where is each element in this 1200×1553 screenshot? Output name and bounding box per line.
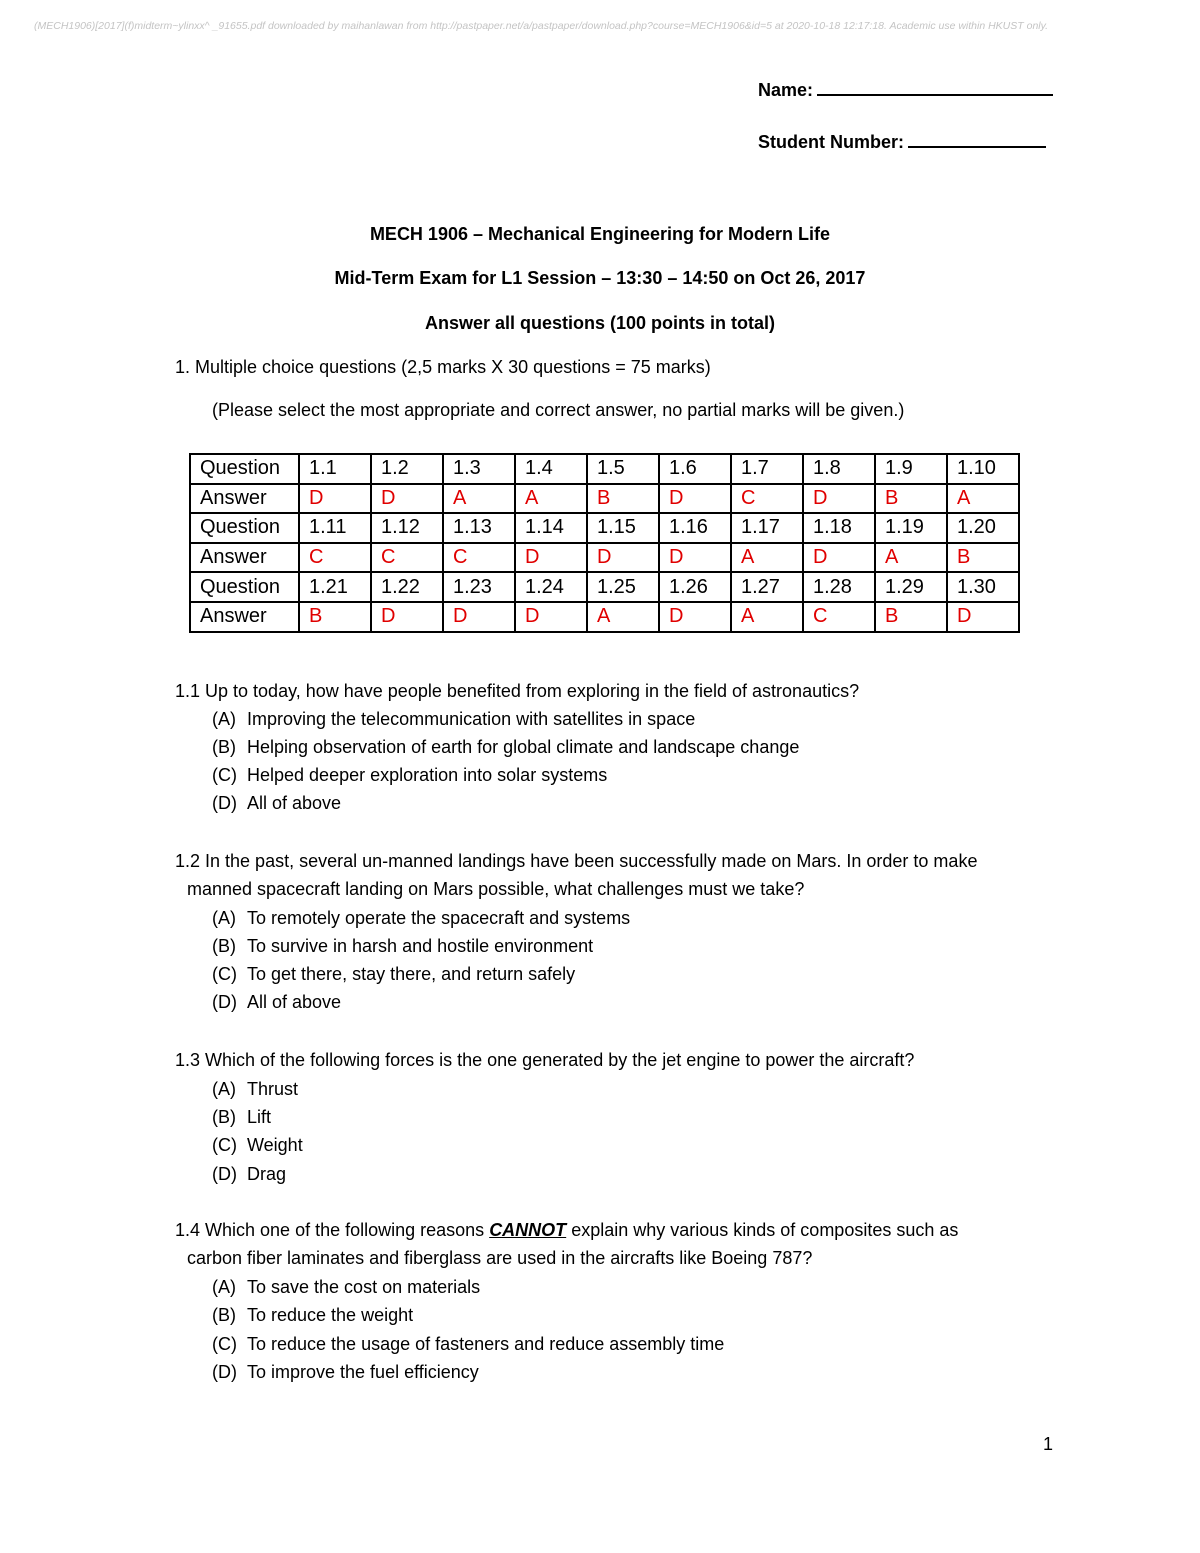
answer-cell: A — [587, 602, 659, 632]
question-number-cell: 1.16 — [659, 513, 731, 543]
question-number-cell: 1.10 — [947, 454, 1019, 484]
option: (D) All of above — [212, 793, 342, 813]
question-row-header: Question — [190, 513, 299, 543]
question-number-cell: 1.6 — [659, 454, 731, 484]
student-number-blank-line — [908, 128, 1046, 148]
answer-cell: A — [443, 484, 515, 514]
question-1-4: 1.4 Which one of the following reasons CANNOT explain why various kinds of composites such as — [175, 1220, 959, 1240]
answer-cell: D — [587, 543, 659, 573]
download-watermark: (MECH1906)[2017](f)midterm~ylinxx^ _91655.pdf downloaded by maihanlawan from http://pastpaper.net/a/pastpaper/download.php?course=MECH1906&id=5 at 2020-10-18 12:17:18. Academic use within HKUST only. — [34, 20, 1048, 32]
answer-cell: D — [515, 543, 587, 573]
question-number-cell: 1.4 — [515, 454, 587, 484]
option: (D) Drag — [212, 1164, 287, 1184]
answer-cell: B — [875, 602, 947, 632]
answer-row-header: Answer — [190, 602, 299, 632]
question-number-cell: 1.24 — [515, 572, 587, 602]
question-1-2-cont: manned spacecraft landing on Mars possible, what challenges must we take? — [187, 879, 805, 899]
name-blank-line — [817, 76, 1053, 96]
answer-cell: C — [803, 602, 875, 632]
answer-cell: C — [731, 484, 803, 514]
answer-cell: B — [587, 484, 659, 514]
answer-cell: A — [731, 543, 803, 573]
question-number-cell: 1.27 — [731, 572, 803, 602]
answer-cell: D — [659, 543, 731, 573]
question-number-cell: 1.8 — [803, 454, 875, 484]
section-heading: 1. Multiple choice questions (2,5 marks X 30 questions = 75 marks) — [175, 357, 711, 377]
answer-cell: D — [299, 484, 371, 514]
question-number-cell: 1.20 — [947, 513, 1019, 543]
question-1-4-cont: carbon fiber laminates and fiberglass are used in the aircrafts like Boeing 787? — [187, 1248, 813, 1268]
question-number-cell: 1.15 — [587, 513, 659, 543]
answer-row — [190, 602, 1019, 632]
answer-cell: D — [947, 602, 1019, 632]
answer-cell: A — [731, 602, 803, 632]
option: (A) To save the cost on materials — [212, 1277, 481, 1297]
question-number-cell: 1.1 — [299, 454, 371, 484]
question-number-cell: 1.21 — [299, 572, 371, 602]
option: (A) Thrust — [212, 1079, 299, 1099]
answer-cell: D — [659, 484, 731, 514]
option: (C) Helped deeper exploration into solar systems — [212, 765, 608, 785]
question-1-2: 1.2 In the past, several un-manned landings have been successfully made on Mars. In order to make — [175, 851, 978, 871]
answer-cell: D — [803, 543, 875, 573]
answer-cell: D — [803, 484, 875, 514]
option: (B) To reduce the weight — [212, 1305, 414, 1325]
session-title: Mid-Term Exam for L1 Session – 13:30 – 14:50 on Oct 26, 2017 — [334, 268, 866, 288]
course-title: MECH 1906 – Mechanical Engineering for Modern Life — [369, 224, 831, 244]
question-row — [190, 454, 1019, 484]
question-1-1: 1.1 Up to today, how have people benefited from exploring in the field of astronautics? — [175, 681, 860, 701]
answer-cell: B — [947, 543, 1019, 573]
question-number-cell: 1.3 — [443, 454, 515, 484]
answer-cell: D — [371, 484, 443, 514]
answer-cell: C — [443, 543, 515, 573]
answer-cell: A — [875, 543, 947, 573]
answer-table — [189, 453, 1020, 633]
answer-cell: C — [371, 543, 443, 573]
question-number-cell: 1.13 — [443, 513, 515, 543]
option: (B) To survive in harsh and hostile environment — [212, 936, 594, 956]
page-number: 1 — [1043, 1434, 1054, 1454]
question-number-cell: 1.25 — [587, 572, 659, 602]
option: (C) To reduce the usage of fasteners and reduce assembly time — [212, 1334, 725, 1354]
question-number-cell: 1.22 — [371, 572, 443, 602]
option: (D) To improve the fuel efficiency — [212, 1362, 479, 1382]
question-number-cell: 1.23 — [443, 572, 515, 602]
question-number-cell: 1.17 — [731, 513, 803, 543]
question-number-cell: 1.11 — [299, 513, 371, 543]
option: (A) To remotely operate the spacecraft and systems — [212, 908, 631, 928]
question-number-cell: 1.12 — [371, 513, 443, 543]
answer-cell: A — [515, 484, 587, 514]
question-row-header: Question — [190, 454, 299, 484]
question-number-cell: 1.28 — [803, 572, 875, 602]
question-number-cell: 1.5 — [587, 454, 659, 484]
question-row — [190, 513, 1019, 543]
question-number-cell: 1.9 — [875, 454, 947, 484]
answer-cell: D — [443, 602, 515, 632]
question-row — [190, 572, 1019, 602]
answer-cell: A — [947, 484, 1019, 514]
question-1-3: 1.3 Which of the following forces is the one generated by the jet engine to power the aircraft? — [175, 1050, 915, 1070]
answer-row-header: Answer — [190, 484, 299, 514]
question-number-cell: 1.7 — [731, 454, 803, 484]
emphasis-cannot: CANNOT — [489, 1220, 567, 1240]
answer-row-header: Answer — [190, 543, 299, 573]
option: (A) Improving the telecommunication with satellites in space — [212, 709, 696, 729]
student-number-label: Student Number: — [758, 132, 904, 152]
name-field — [758, 76, 1053, 101]
question-number-cell: 1.30 — [947, 572, 1019, 602]
option: (B) Lift — [212, 1107, 272, 1127]
question-number-cell: 1.14 — [515, 513, 587, 543]
answer-cell: D — [371, 602, 443, 632]
answer-cell: B — [875, 484, 947, 514]
answer-row — [190, 543, 1019, 573]
answer-cell: C — [299, 543, 371, 573]
option: (C) Weight — [212, 1135, 303, 1155]
question-row-header: Question — [190, 572, 299, 602]
option: (C) To get there, stay there, and return safely — [212, 964, 576, 984]
question-number-cell: 1.26 — [659, 572, 731, 602]
question-number-cell: 1.2 — [371, 454, 443, 484]
instruction: Answer all questions (100 points in total) — [424, 313, 776, 333]
answer-cell: D — [659, 602, 731, 632]
option: (B) Helping observation of earth for global climate and landscape change — [212, 737, 800, 757]
answer-cell: B — [299, 602, 371, 632]
question-number-cell: 1.29 — [875, 572, 947, 602]
answer-row — [190, 484, 1019, 514]
question-number-cell: 1.19 — [875, 513, 947, 543]
student-number-field — [758, 128, 1046, 153]
question-number-cell: 1.18 — [803, 513, 875, 543]
option: (D) All of above — [212, 992, 342, 1012]
section-note: (Please select the most appropriate and correct answer, no partial marks will be given.) — [212, 400, 905, 420]
answer-cell: D — [515, 602, 587, 632]
name-label: Name: — [758, 80, 814, 100]
